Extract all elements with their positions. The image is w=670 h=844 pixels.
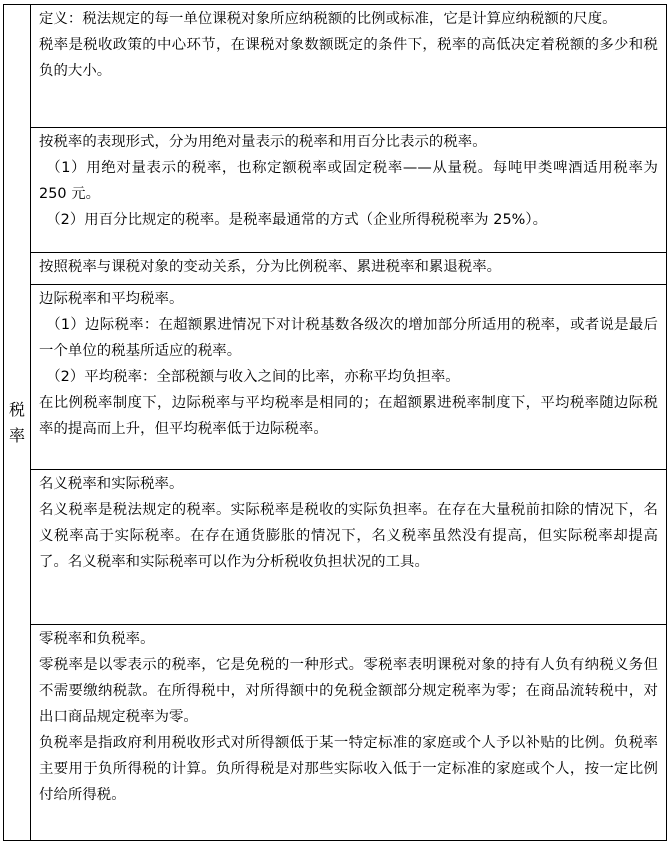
side-label-char: 率 — [8, 425, 26, 445]
definition-cell — [31, 5, 667, 128]
table-row — [4, 253, 667, 285]
side-label-char: 税 — [8, 399, 26, 419]
side-label-cell — [4, 5, 31, 841]
paragraph: 零税率和负税率。 — [39, 631, 155, 647]
table-row — [4, 285, 667, 470]
zero-negative-cell — [31, 625, 667, 841]
paragraph: （1）用绝对量表示的税率，也称定额税率或固定税率——从量税。每吨甲类啤酒适用税率为 250 元。 — [39, 160, 658, 202]
paragraph: 边际税率和平均税率。 — [39, 291, 184, 307]
paragraph: 税率是税收政策的中心环节，在课税对象数额既定的条件下，税率的高低决定着税额的多少和税负的大小。 — [39, 37, 658, 79]
paragraph: （2）平均税率：全部税额与收入之间的比率，亦称平均负担率。 — [46, 369, 460, 385]
form-classification-cell — [31, 128, 667, 253]
side-label — [4, 397, 30, 449]
paragraph: （2）用百分比规定的税率。是税率最通常的方式（企业所得税税率为 25%）。 — [46, 212, 548, 228]
paragraph: 负税率是指政府利用税收形式对所得额低于某一特定标准的家庭或个人予以补贴的比例。负税率主要用于负所得税的计算。负所得税是对那些实际收入低于一定标准的家庭或个人，按一定比例付给所得税。 — [39, 735, 658, 803]
tax-rate-table — [3, 4, 667, 841]
table-row — [4, 625, 667, 841]
paragraph: 名义税率是税法规定的税率。实际税率是税收的实际负担率。在存在大量税前扣除的情况下，名义税率高于实际税率。在存在通货膨胀的情况下，名义税率虽然没有提高，但实际税率却提高了。名义税率和实际税率可以作为分析税收负担状况的工具。 — [39, 502, 658, 570]
paragraph: 定义：税法规定的每一单位课税对象所应纳税额的比例或标准，它是计算应纳税额的尺度。 — [39, 11, 617, 27]
marginal-average-cell — [31, 285, 667, 470]
nominal-actual-cell — [31, 470, 667, 625]
paragraph: 按照税率与课税对象的变动关系，分为比例税率、累进税率和累退税率。 — [39, 259, 502, 275]
variation-classification-cell — [31, 253, 667, 285]
table-row — [4, 5, 667, 128]
table-row — [4, 470, 667, 625]
paragraph: 在比例税率制度下，边际税率与平均税率是相同的；在超额累进税率制度下，平均税率随边际税率的提高而上升，但平均税率低于边际税率。 — [39, 395, 658, 437]
paragraph: 零税率是以零表示的税率，它是免税的一种形式。零税率表明课税对象的持有人负有纳税义务但不需要缴纳税款。在所得税中，对所得额中的免税金额部分规定税率为零；在商品流转税中，对出口商品规定税率为零。 — [39, 657, 658, 725]
paragraph: 按税率的表现形式，分为用绝对量表示的税率和用百分比表示的税率。 — [39, 134, 487, 150]
table-row — [4, 128, 667, 253]
paragraph: （1）边际税率：在超额累进情况下对计税基数各级次的增加部分所适用的税率，或者说是最后一个单位的税基所适应的税率。 — [39, 317, 658, 359]
paragraph: 名义税率和实际税率。 — [39, 476, 184, 492]
